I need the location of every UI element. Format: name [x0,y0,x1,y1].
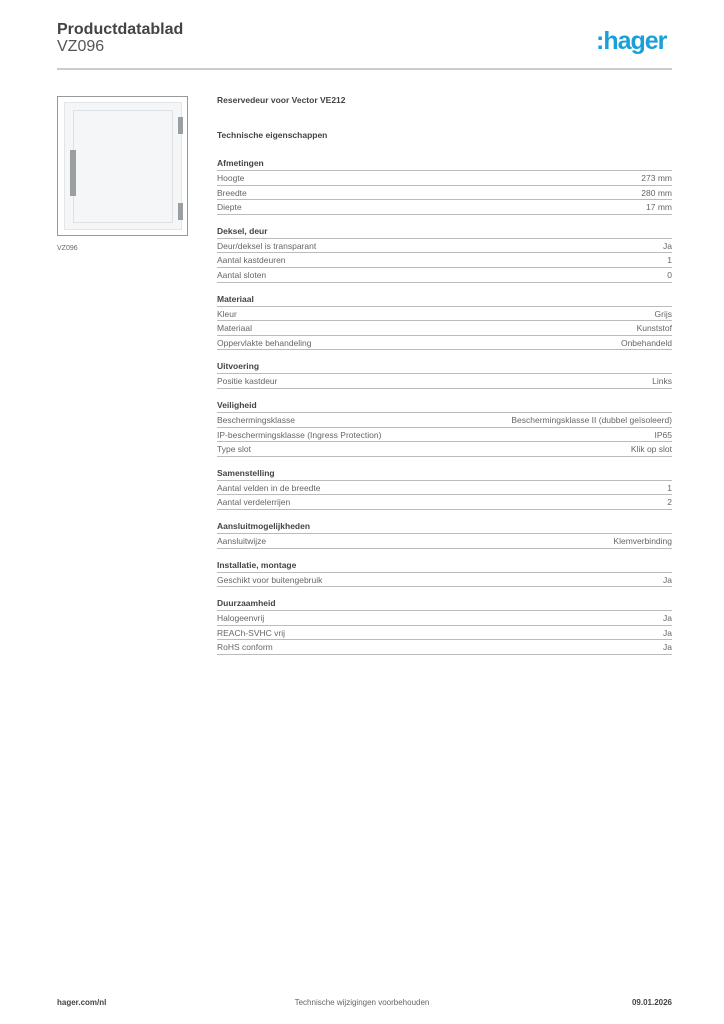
spec-label: Positie kastdeur [217,376,278,387]
spec-content [217,95,672,664]
spec-row [217,374,672,389]
footer-website[interactable]: hager.com/nl [57,998,107,1007]
spec-value: Onbehandeld [620,337,672,348]
tech-heading: Technische eigenschappen [217,130,328,140]
spec-row [217,253,672,268]
section-title: Duurzaamheid [217,596,672,611]
image-caption: VZ096 [57,245,78,252]
section-title: Deksel, deur [217,224,672,239]
spec-label: Aantal velden in de breedte [217,482,321,493]
spec-value: 280 mm [641,187,672,198]
spec-label: Oppervlakte behandeling [217,337,312,348]
spec-value: Klik op slot [630,444,672,455]
spec-label: Aantal kastdeuren [217,255,286,266]
spec-section [217,596,672,655]
spec-label: Type slot [217,444,252,455]
spec-row [217,307,672,322]
spec-value: 17 mm [646,202,672,213]
spec-label: Diepte [217,202,242,213]
spec-value: Klemverbinding [613,535,672,546]
spec-row [217,626,672,641]
spec-section [217,398,672,457]
spec-section [217,558,672,588]
spec-row [217,336,672,351]
spec-row [217,171,672,186]
section-title: Installatie, montage [217,558,672,573]
spec-value: IP65 [654,429,672,440]
product-name: Reservedeur voor Vector VE212 [217,95,346,105]
spec-section [217,519,672,549]
hinge-icon [178,117,183,134]
footer-note: Technische wijzigingen voorbehouden [294,998,430,1007]
latch-icon [70,150,76,196]
spec-label: Breedte [217,187,247,198]
spec-value: Ja [663,627,672,638]
spec-label: Aantal sloten [217,269,267,280]
spec-row [217,573,672,588]
spec-section [217,224,672,283]
spec-row [217,481,672,496]
section-title: Samenstelling [217,466,672,481]
spec-section [217,359,672,389]
spec-row [217,321,672,336]
spec-value: 1 [667,255,672,266]
spec-row [217,200,672,215]
spec-value: 1 [667,482,672,493]
section-title: Uitvoering [217,359,672,374]
spec-label: REACh-SVHC vrij [217,627,286,638]
spec-label: Beschermingsklasse [217,414,295,425]
spec-sections [217,156,672,655]
spec-label: Deur/deksel is transparant [217,240,317,251]
spec-value: Links [652,376,672,387]
spec-label: Halogeenvrij [217,613,265,624]
spec-value: Ja [663,574,672,585]
spec-row [217,428,672,443]
spec-row [217,186,672,201]
spec-section [217,466,672,510]
spec-row [217,442,672,457]
hinge-icon [178,203,183,220]
spec-row [217,268,672,283]
spec-value: Ja [663,613,672,624]
door-panel [73,110,173,223]
spec-row [217,611,672,626]
spec-value: Beschermingsklasse II (dubbel geïsoleerd) [511,414,672,425]
spec-label: IP-beschermingsklasse (Ingress Protection) [217,429,382,440]
footer-date: 09.01.2026 [631,998,672,1007]
spec-row [217,495,672,510]
section-title: Afmetingen [217,156,672,171]
page-title: Productdatablad [57,21,184,38]
spec-label: RoHS conform [217,642,273,653]
door-illustration [64,102,182,230]
section-title: Aansluitmogelijkheden [217,519,672,534]
product-code: VZ096 [57,38,105,55]
spec-value: 2 [667,497,672,508]
section-title: Materiaal [217,292,672,307]
spec-value: 0 [667,269,672,280]
spec-row [217,239,672,254]
spec-value: Ja [663,642,672,653]
spec-value: 273 mm [641,173,672,183]
product-image [57,96,188,236]
spec-row [217,413,672,428]
spec-row [217,640,672,655]
spec-value: Ja [663,240,672,251]
spec-row [217,534,672,549]
spec-label: Aansluitwijze [217,535,267,546]
spec-label: Materiaal [217,323,252,334]
spec-label: Kleur [217,308,237,319]
header-divider [57,68,672,70]
spec-value: Kunststof [636,323,672,334]
hager-logo: :hager [596,27,667,55]
spec-value: Grijs [654,308,672,319]
section-title: Veiligheid [217,398,672,413]
spec-label: Aantal verdelerrijen [217,497,291,508]
spec-label: Hoogte [217,173,245,183]
spec-label: Geschikt voor buitengebruik [217,574,323,585]
spec-section [217,292,672,351]
spec-section [217,156,672,215]
